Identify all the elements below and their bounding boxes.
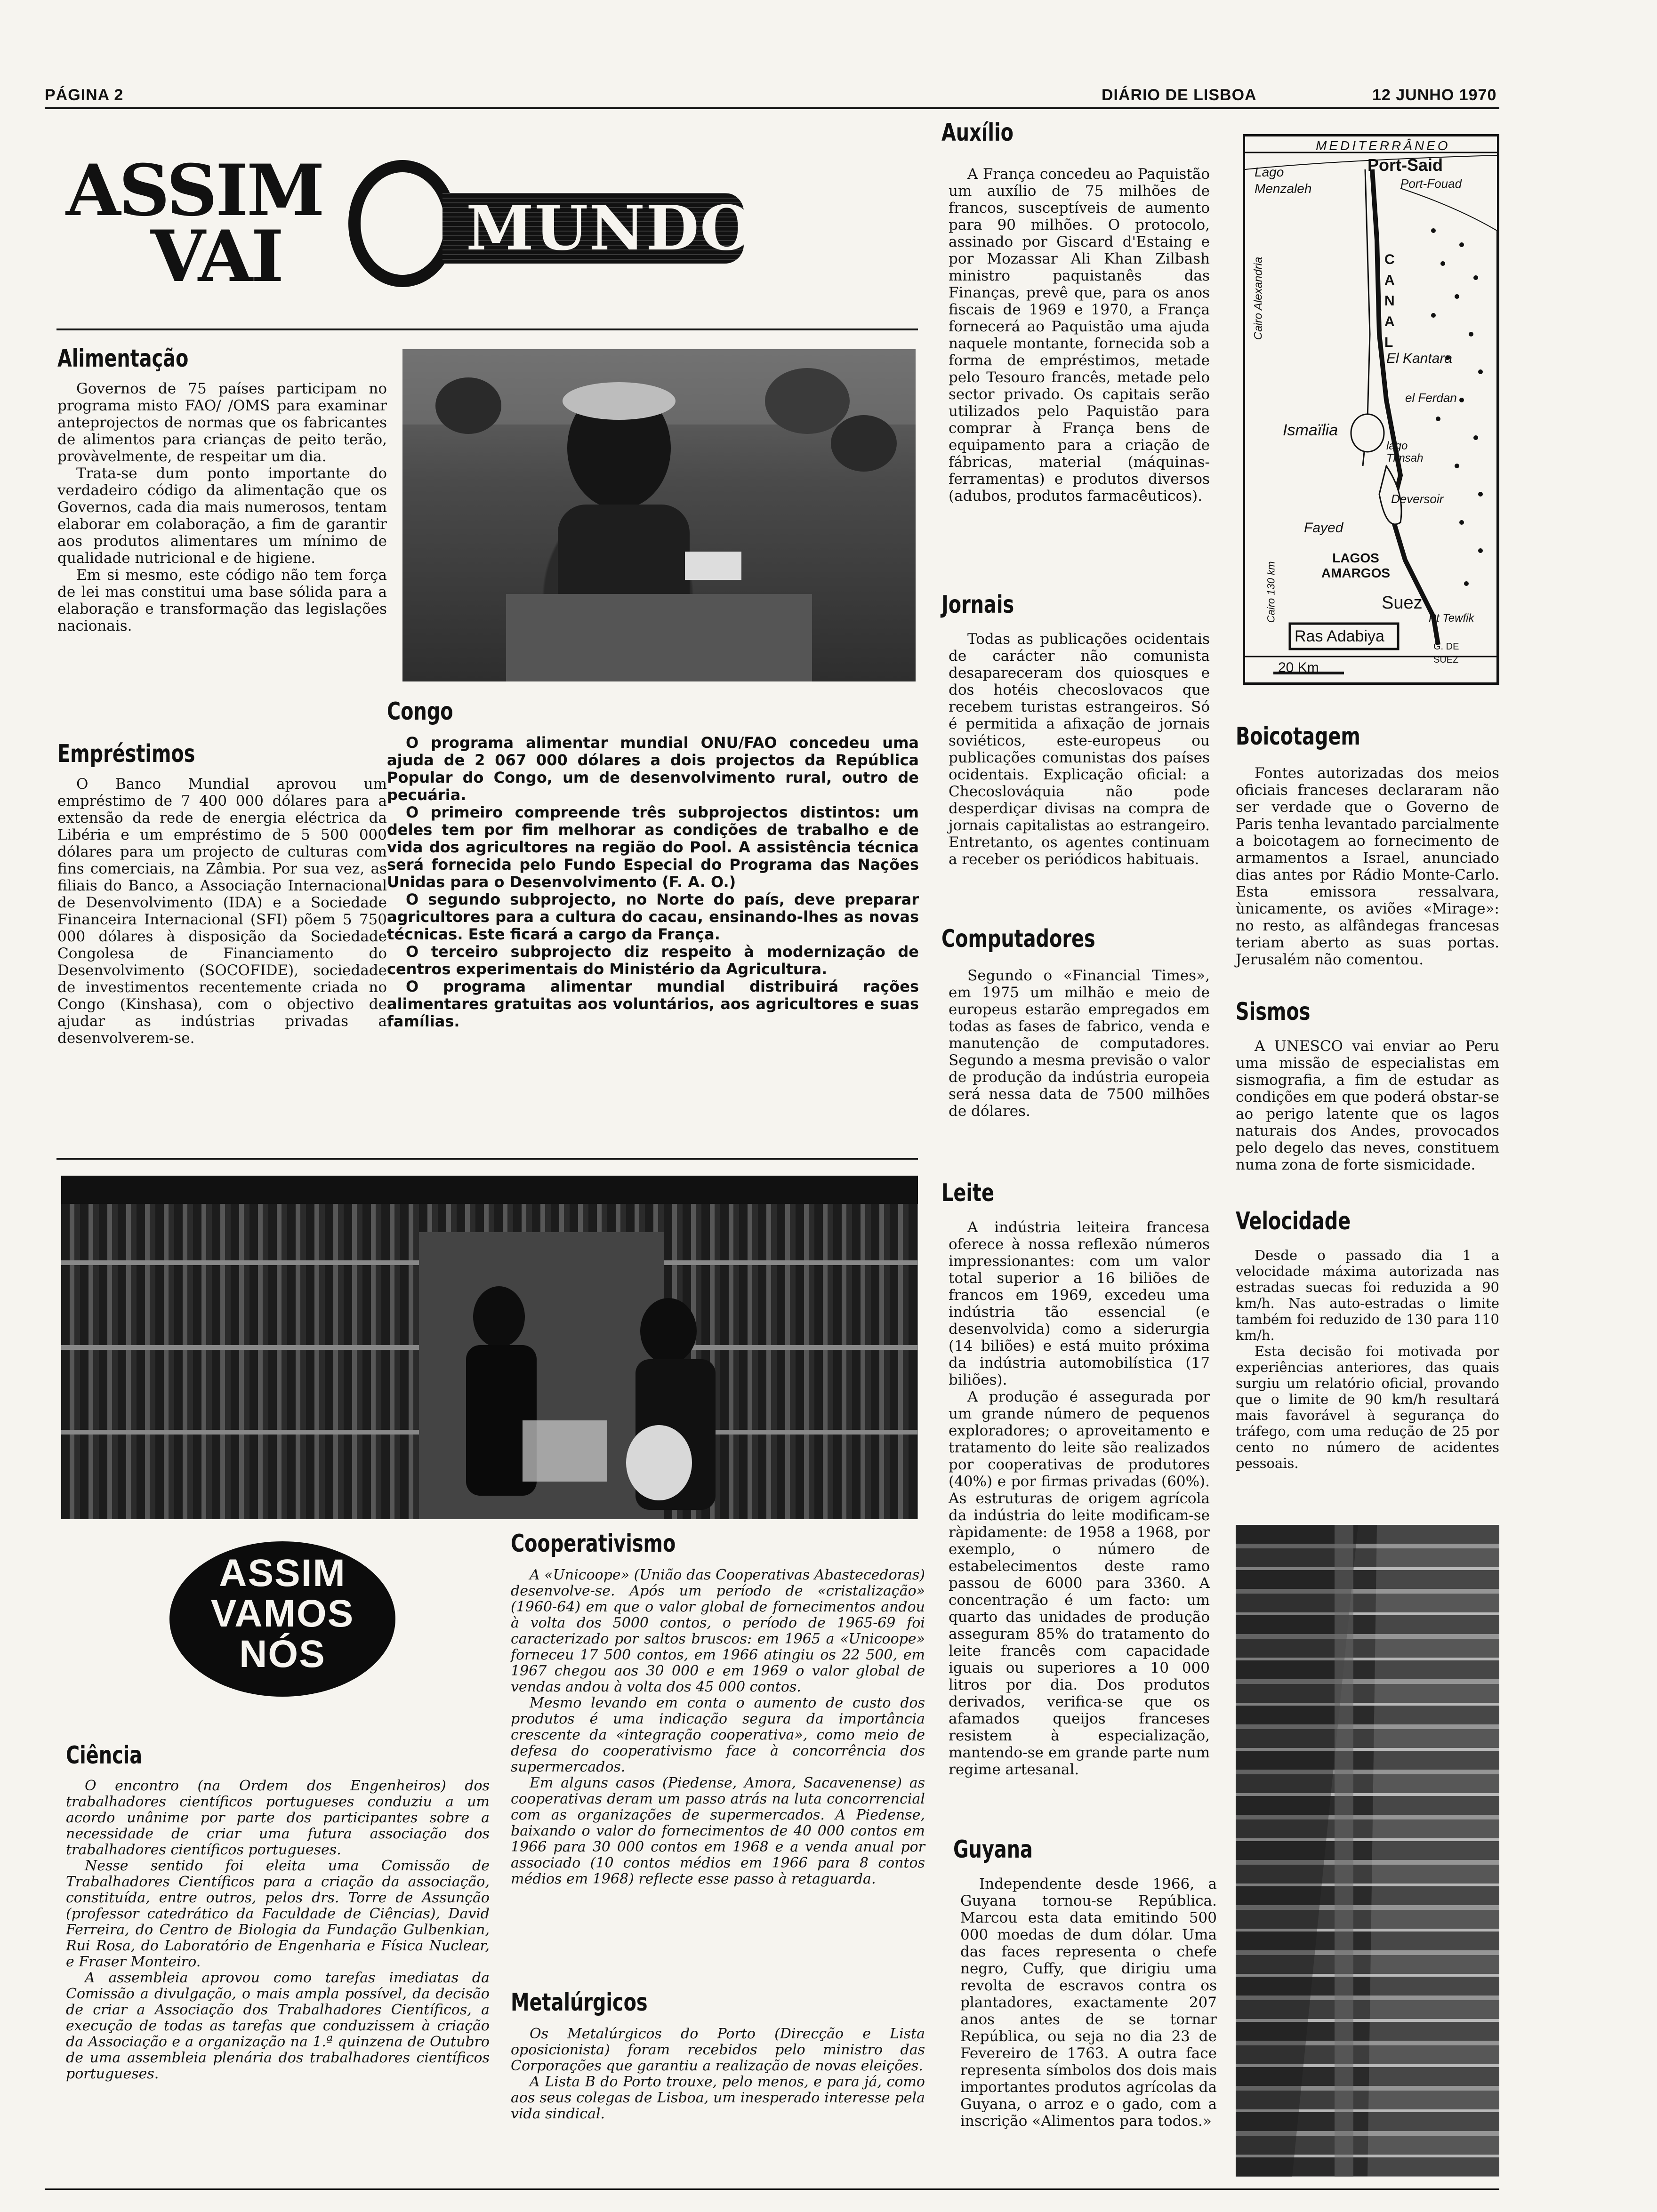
jornais-title: Jornais <box>941 591 1014 619</box>
map-label-lagos-amargos: LAGOS AMARGOS <box>1321 551 1391 580</box>
header-rule <box>45 107 1499 109</box>
leite-p1: A indústria leiteira francesa oferece à nossa reflexão números impressionantes: com um valor total superior a 16 biliões de francos em 1969, excedeu uma indústria tão essencial (e desenvolvida) como a siderurgia (14 biliões) e está muito próxima da indústria automobilística (17 biliões). <box>949 1219 1210 1388</box>
boicotagem-body <box>1236 765 1499 968</box>
suez-canal-map <box>1243 134 1499 685</box>
map-label-lago-timsah: lago Timsah <box>1386 440 1424 465</box>
masthead-mundo: MUNDO <box>466 192 755 264</box>
metalurgicos-p2: A Lista B do Porto trouxe, pelo menos, e para já, como aos seus colegas de Lisboa, um inesperado interesse pela vida sindical. <box>511 2074 925 2122</box>
mid-rule <box>56 1158 918 1160</box>
metalurgicos-body <box>511 2026 925 2122</box>
map-label-canal: CANAL <box>1384 252 1396 350</box>
ciencia-p2: Nesse sentido foi eleita uma Comissão de Trabalhadores Científicos para a criação da associação, constituída, entre outros, pelos drs. Torre de Assunção (professor catedrático da Faculdade de Ciências), David Ferreira, do Centro de Biologia da Fundação Gulbenkian, Rui Rosa, do Laboratório de Engenharia e Física Nuclear, e Fraser Monteiro. <box>66 1858 490 1970</box>
congo-title: Congo <box>387 697 453 726</box>
map-label-suez: Suez <box>1382 593 1423 613</box>
computadores-title: Computadores <box>941 925 1095 953</box>
assim-vamos-nos-text <box>169 1553 395 1675</box>
computadores-p1: Segundo o «Financial Times», em 1975 um milhão e meio de europeus estarão empregados em todas as fases de fabrico, venda e manutenção de computadores. Segundo a mesma previsão o valor de produção da indústria europeia será nessa data de 7500 milhões de dólares. <box>949 967 1210 1120</box>
page-number: PÁGINA 2 <box>45 86 124 104</box>
auxilio-body <box>949 166 1210 505</box>
map-label-lago: Lago <box>1255 165 1284 179</box>
guyana-p1: Independente desde 1966, a Guyana tornou-se República. Marcou esta data emitindo 500 000 moedas de dum dólar. Uma das faces representa o chefe negro, Cuffy, que dirigiu uma revolta de escravos contra os plantadores, exactamente 207 anos antes de se tornar República, ou seja no dia 23 de Fevereiro de 1763. A outra face representa símbolos dos dois mais importantes produtos agrícolas da Guyana, o arroz e o gado, com a inscrição «Alimentos para todos.» <box>960 1875 1217 2130</box>
footer-rule <box>45 2188 1499 2190</box>
ciencia-title: Ciência <box>66 1741 143 1770</box>
map-label-ras-adabiya: Ras Adabiya <box>1295 627 1384 645</box>
map-label-deversoir: Deversoir <box>1391 492 1444 506</box>
congo-p3: O segundo subprojecto, no Norte do país, deve preparar agricultores para a cultura do cacau, ensinando-lhes as novas técnicas. Este ficará a cargo da França. <box>387 890 919 943</box>
metalurgicos-p1: Os Metalúrgicos do Porto (Direcção e Lista oposicionista) foram recebidos pelo ministro das Corporações que garantiu a realização de novas eleições. <box>511 2026 925 2074</box>
masthead-circle-o <box>348 160 457 287</box>
badge-line-1: ASSIM <box>219 1552 346 1595</box>
velocidade-body <box>1236 1247 1499 1471</box>
jornais-body <box>949 631 1210 868</box>
masthead <box>56 151 763 320</box>
photo-boy-eating <box>402 349 916 681</box>
map-label-kantara: El Kantara <box>1386 351 1453 366</box>
map-label-ismailia: Ismaïlia <box>1283 421 1338 439</box>
leite-title: Leite <box>941 1179 994 1207</box>
map-label-fayed: Fayed <box>1304 520 1343 536</box>
congo-p5: O programa alimentar mundial distribuirá rações alimentares gratuitas aos voluntários, aos agricultores e suas famílias. <box>387 978 919 1030</box>
alimentacao-p3: Em si mesmo, este código não tem força de lei mas constitui uma base sólida para a elaboração e transformação das legislações nacionais. <box>57 567 387 634</box>
leite-body <box>949 1219 1210 1778</box>
cooperativismo-body <box>511 1567 925 1887</box>
alimentacao-p1: Governos de 75 países participam no programa misto FAO/ /OMS para examinar anteprojectos de normas que os fabricantes de alimentos para crianças de peito terão, provàvelmente, de respeitar um dia. <box>57 380 387 465</box>
masthead-assim: ASSIM <box>66 149 323 232</box>
ciencia-body <box>66 1778 490 2082</box>
map-label-sea: MEDITERRÂNEO <box>1316 138 1450 153</box>
sismos-p1: A UNESCO vai enviar ao Peru uma missão de especialistas em sismografia, a fim de estudar as condições em que poderá obstar-se ao perigo latente que os lagos naturais dos Andes, provocados pelo degelo das neves, constituem numa zona de forte sismicidade. <box>1236 1038 1499 1173</box>
velocidade-title: Velocidade <box>1236 1207 1351 1235</box>
boicotagem-title: Boicotagem <box>1236 722 1360 751</box>
emprestimos-title: Empréstimos <box>57 740 195 768</box>
newspaper-name: DIÁRIO DE LISBOA <box>1102 86 1257 104</box>
cooperativismo-p3: Em alguns casos (Piedense, Amora, Sacavenense) as cooperativas deram um passo atrás na luta concorrencial com as organizações de supermercados. A Piedense, baixando o valor do fornecimentos de 40 000 contos em 1966 para 30 000 contos em 1968 e a venda anual por associado (10 contos médios em 1966 para 8 contos médios em 1968) reflecte esse passo à retaguarda. <box>511 1775 925 1887</box>
photo-parking-shapes <box>1236 1525 1499 2177</box>
map-label-port-fouad: Port-Fouad <box>1400 176 1462 191</box>
cooperativismo-title: Cooperativismo <box>511 1530 676 1558</box>
auxilio-title: Auxílio <box>941 119 1014 147</box>
map-label-golfo-suez: G. DE SUEZ <box>1433 641 1459 665</box>
guyana-title: Guyana <box>953 1835 1033 1864</box>
masthead-vai: VAI <box>151 215 282 298</box>
alimentacao-body <box>57 380 387 634</box>
map-label-cairo-alexandria: Cairo Alexandria <box>1252 256 1265 340</box>
leite-p2: A produção é assegurada por um grande número de pequenos exploradores; o aproveitamento e tratamento do leite são realizados por cooperativas de produtores (40%) e por firmas privadas (60%). As estruturas de origem agrícola da indústria do leite modificam-se ràpidamente: de 1958 a 1968, por exemplo, o número de estabelecimentos deste ramo passou de 6000 para 3360. A concentração é um facto: um quarto das unidades de produção asseguram 85% do tratamento do leite francês com capacidade iguais ou superiores a 10 000 litros por dia. Dos produtos derivados, verifica-se que os afamados queijos franceses resistem à especialização, mantendo-se em grande parte num regime artesanal. <box>949 1388 1210 1778</box>
sismos-title: Sismos <box>1236 998 1311 1026</box>
congo-body <box>387 734 919 1030</box>
map-label-el-ferdan: el Ferdan <box>1405 391 1457 405</box>
map-label-port-tewfik: Pt Tewfik <box>1429 612 1474 625</box>
photo-parked-cars <box>1236 1525 1499 2177</box>
issue-date: 12 JUNHO 1970 <box>1372 86 1497 104</box>
computadores-body <box>949 967 1210 1120</box>
emprestimos-p1: O Banco Mundial aprovou um empréstimo de 7 400 000 dólares para a extensão da rede de energia eléctrica da Libéria e um empréstimo de 5 500 000 dólares para um projecto de culturas com fins comerciais, na Zâmbia. Por sua vez, as filiais do Banco, a Associação Internacional de Desenvolvimento (IDA) e a Sociedade Financeira Internacional (SFI) põem 5 750 000 dólares à disposição da Sociedade Congolesa de Financiamento do Desenvolvimento (SOCOFIDE), sociedade de investimentos recentemente criada no Congo (Kinshasa), com o objectivo de ajudar as indústrias privadas a desenvolverem-se. <box>57 776 387 1047</box>
congo-p1: O programa alimentar mundial ONU/FAO concedeu uma ajuda de 2 067 000 dólares a dois projectos da República Popular do Congo, um de desenvolvimento rural, outro de pecuária. <box>387 734 919 804</box>
map-label-menzaleh: Menzaleh <box>1255 181 1312 196</box>
map-drawing <box>1245 136 1497 682</box>
map-label-port-said: Port-Said <box>1367 155 1443 175</box>
velocidade-p1: Desde o passado dia 1 a velocidade máxima autorizada nas estradas suecas foi reduzida a 90 km/h. Nas auto-estradas o limite também foi reduzido de 130 para 110 km/h. <box>1236 1247 1499 1343</box>
badge-line-3: NÓS <box>239 1633 326 1675</box>
badge-line-2: VAMOS <box>210 1592 354 1635</box>
velocidade-p2: Esta decisão foi motivada por experiências anteriores, das quais surgiu um relatório oficial, provando que o limite de 90 km/h resultará mais favorável à segurança do tráfego, com uma redução de 25 por cento no número de acidentes pessoais. <box>1236 1343 1499 1471</box>
alimentacao-title: Alimentação <box>57 345 189 373</box>
boicotagem-p1: Fontes autorizadas dos meios oficiais franceses declararam não ser verdade que o Governo de Paris tenha levantado parcialmente a boicotagem ao fornecimento de armamentos a Israel, anunciado dias antes por Rádio Monte-Carlo. Esta emissora ressalvara, ùnicamente, os aviões «Mirage»: no resto, as alfândegas francesas teriam aberto as suas portas. Jerusalém não comentou. <box>1236 765 1499 968</box>
map-scale-label: 20 Km <box>1278 660 1319 675</box>
auxilio-p1: A França concedeu ao Paquistão um auxílio de 75 milhões de francos, susceptíveis de aumento para 90 milhões. O protocolo, assinado por Giscard d'Estaing e por Mozassar Ali Khan Zilbash ministro paquistanês das Finanças, prevê que, para os anos fiscais de 1969 e 1970, a França fornecerá ao Paquistão uma ajuda naquele montante, fornecida sob a forma de empréstimos, metade pelo Tesouro francês, metade pelo sector privado. Os capitais serão utilizados pelo Paquistão para comprar à França bens de equipamento para a criação de fábricas, material (máquinas-ferramentas) e produtos diversos (adubos, produtos farmacêuticos). <box>949 166 1210 505</box>
guyana-body <box>960 1875 1217 2130</box>
ciencia-p3: A assembleia aprovou como tarefas imediatas da Comissão a divulgação, o mais ampla possível, da decisão de criar a Associação dos Trabalhadores Científicos, a execução de todas as tarefas que conduzissem à criação da Associação e a organização na 1.ª quinzena de Outubro de uma assembleia plenária dos trabalhadores científicos portugueses. <box>66 1970 490 2082</box>
map-label-cairo-km: Cairo 130 km <box>1265 561 1277 623</box>
cooperativismo-p1: A «Unicoope» (União das Cooperativas Abastecedoras) desenvolve-se. Após um período de «cristalização» (1960-64) em que o valor global de fornecimentos andou à volta dos 5000 contos, o período de 1965-69 foi caracterizado por saltos bruscos: em 1965 a «Unicoope» forneceu 17 500 contos, em 1966 atingiu os 22 500, em 1967 chegou aos 30 000 e em 1969 o valor global de vendas andou à volta dos 45 000 contos. <box>511 1567 925 1695</box>
sismos-body <box>1236 1038 1499 1173</box>
jornais-p1: Todas as publicações ocidentais de carácter não comunista desapareceram dos quiosques e dos hotéis checoslovacos que recebem turistas estrangeiros. Só é permitida a afixação de jornais soviéticos, este-europeus ou publicações comunistas dos países ocidentais. Explicação oficial: a Checoslováquia não pode desperdiçar divisas na compra de jornais capitalistas ao estrangeiro. Entretanto, os agentes continuam a receber os periódicos habituais. <box>949 631 1210 868</box>
metalurgicos-title: Metalúrgicos <box>511 1988 648 2017</box>
ciencia-p1: O encontro (na Ordem dos Engenheiros) dos trabalhadores científicos portugueses conduziu a um acordo unânime por parte dos participantes sobre a necessidade de criar uma futura associação dos trabalhadores científicos portugueses. <box>66 1778 490 1858</box>
alimentacao-p2: Trata-se dum ponto importante do verdadeiro código da alimentação que os Governos, cada dia mais numerosos, tentam elaborar em colaboração, a fim de garantir aos produtos alimentares um mínimo de qualidade nutricional e de higiene. <box>57 465 387 567</box>
congo-p4: O terceiro subprojecto diz respeito à modernização de centros experimentais do Ministério da Agricultura. <box>387 943 919 978</box>
photo-supermarket <box>61 1176 918 1519</box>
emprestimos-body <box>57 776 387 1047</box>
photo-boy-shapes <box>402 349 916 681</box>
cooperativismo-p2: Mesmo levando em conta o aumento de custo dos produtos é uma indicação segura da importância crescente da «integração cooperativa», como meio de defesa do cooperativismo face à concorrência dos supermercados. <box>511 1695 925 1775</box>
masthead-rule <box>56 329 918 330</box>
congo-p2: O primeiro compreende três subprojectos distintos: um deles tem por fim melhorar as condições de trabalho e de vida dos agricultores na região do Pool. A assistência técnica será fornecida pelo Fundo Especial do Programa das Nações Unidas para o Desenvolvimento (F. A. O.) <box>387 803 919 891</box>
photo-supermarket-shapes <box>61 1176 918 1519</box>
